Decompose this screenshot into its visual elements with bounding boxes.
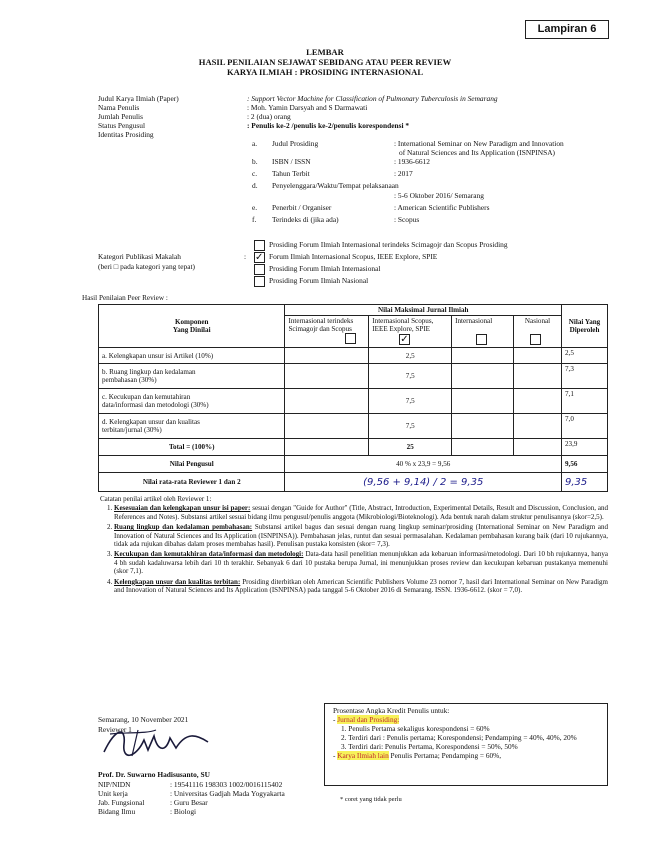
header-line1: LEMBAR [306, 47, 344, 57]
col-header-label: Internasional terindeks Scimagojr dan Scopus [288, 317, 354, 333]
table-row [99, 414, 608, 439]
jurnal-label: Jurnal dan Prosiding: [337, 715, 400, 724]
identity-block [98, 94, 618, 139]
komponen-cell: c. Kecukupan dan kemutahiran data/informasi dan metodologi (30%) [99, 389, 285, 414]
pengusul-label: Nilai Pengusul [99, 456, 285, 473]
note-head: Kesesuaian dan kelengkapan unsur isi paper: [114, 504, 251, 513]
note-item [114, 523, 608, 548]
checkbox[interactable] [254, 276, 265, 287]
col-header-label: Internasional [455, 317, 493, 325]
field-label: Unit kerja [98, 789, 128, 798]
total-row [99, 439, 608, 456]
kategori-hint: (beri □ pada kategori yang tepat) [98, 262, 196, 271]
field-value: : Universitas Gadjah Mada Yogyakarta [170, 789, 285, 798]
prosiding-key: e. [252, 203, 258, 212]
reviewer-name: Prof. Dr. Suwarno Hadisusanto, SU [98, 770, 210, 779]
kategori-label: Kategori Publikasi Makalah [98, 252, 181, 261]
prosiding-value: : International Seminar on New Paradigm and Innovation [394, 139, 564, 148]
prosiding-key: a. [252, 139, 258, 148]
prosiding-key: d. [252, 181, 258, 190]
field-value: : 19541116 198303 1002/0016115402 [170, 780, 283, 789]
rata-nilai: 9,35 [562, 473, 608, 492]
checkbox-checked[interactable]: ✓ [255, 252, 264, 263]
maks-cell: 7,5 [369, 364, 452, 389]
identity-value: : 2 (dua) orang [247, 112, 291, 121]
pengusul-nilai: 9,56 [562, 456, 608, 473]
kategori-option[interactable] [254, 252, 624, 263]
komponen-cell: d. Kelengkapan unsur dan kualitas terbitan/jurnal (30%) [99, 414, 285, 439]
col-header [514, 316, 562, 348]
prosiding-label: Tahun Terbit [272, 169, 310, 178]
identity-value: : Penulis ke-2 /penulis ke-2/penulis korespondensi * [247, 121, 410, 130]
identity-label: Judul Karya Ilmiah (Paper) [98, 94, 179, 103]
komponen-header: Komponen Yang Dinilai [99, 305, 285, 348]
kategori-option[interactable] [254, 264, 624, 275]
note-item [114, 550, 608, 575]
note-head: Kecukupan dan kemutakhiran data/informasi dan metodologi: [114, 550, 304, 559]
lampiran-badge: Lampiran 6 [525, 20, 609, 39]
maks-cell: 2,5 [369, 348, 452, 364]
identity-label: Nama Penulis [98, 103, 140, 112]
col-header-label: Nasional [524, 317, 551, 325]
checkbox[interactable] [345, 333, 356, 344]
field-value: : Biologi [170, 807, 197, 816]
field-label: Jab. Fungsional [98, 798, 145, 807]
col-header-label: Internasional Scopus, IEEE Explore, SPIE [372, 317, 434, 333]
sign-place-date: Semarang, 10 November 2021 [98, 715, 189, 724]
prosentase-item: 1. Penulis Pertama sekaligus korespondensi = 60% [341, 724, 490, 733]
identity-value: : Moh. Yamin Darsyah and S Darmawati [247, 103, 368, 112]
table-row [99, 348, 608, 364]
prosentase-content: Prosentase Angka Kredit Penulis untuk: - Jurnal dan Prosiding: 1. Penulis Pertama sekaligus korespondensi = 60% 2. Terdiri dari : Penulis pertama; Korespondensi; Pendamping = 40%, 40%, 20% 3. Terdiri dari: Penulis Pertama, Korespondensi = 50%, 50% - Karya Ilmiah lain Penulis Pertama; Pendamping = 60%, [333, 706, 603, 760]
field-label: Bidang Ilmu [98, 807, 136, 816]
kategori-option[interactable] [254, 240, 624, 251]
prosiding-label: Penerbit / Organiser [272, 203, 332, 212]
nilai-maks-header: Nilai Maksimal Jurnal Ilmiah [285, 305, 562, 316]
checkbox[interactable] [530, 334, 541, 345]
kategori-option-label: Prosiding Forum Ilmiah Internasional terindeks Scimagojr dan Scopus Prosiding [269, 240, 508, 250]
sign-role: Reviewer 1 [98, 725, 132, 734]
prosiding-label: ISBN / ISSN [272, 157, 311, 166]
header-line3: KARYA ILMIAH : PROSIDING INTERNASIONAL [226, 67, 424, 77]
field-label: NIP/NIDN [98, 780, 131, 789]
checkbox[interactable] [254, 240, 265, 251]
identity-value: : Support Vector Machine for Classification of Pulmonary Tuberculosis in Semarang [247, 94, 498, 103]
kategori-option-label: Prosiding Forum Ilmiah Internasional [269, 264, 381, 274]
komponen-cell: b. Ruang lingkup dan kedalaman pembahasan (30%) [99, 364, 285, 389]
note-head: Kelengkapan unsur dan kualitas terbitan: [114, 577, 241, 586]
reviewer-notes [100, 495, 608, 596]
nilai-cell: 7,0 [562, 414, 608, 439]
note-head: Ruang lingkup dan kedalaman pembahasan: [114, 523, 253, 532]
prosentase-title: Prosentase Angka Kredit Penulis untuk: [333, 706, 450, 715]
total-label: Total = (100%) [99, 439, 285, 456]
signature-image [96, 722, 216, 762]
pengusul-row [99, 456, 608, 473]
kategori-option-label: Prosiding Forum Ilmiah Nasional [269, 276, 369, 286]
prosiding-key: c. [252, 169, 258, 178]
prosiding-value-cont: of Natural Sciences and Its Application (ISNPINSA) [399, 148, 555, 157]
note-body: sesuai dengan "Guide for Author" (Title, Abstract, Introduction, Experimental Details, Result and Discussion, Conclusion, and References and Notes). Substansi artikel sesuai bidang ilmu pengusul/penulis anggota (Mikrobiologi/Bioteknologi). Ada bentuk narah dalam struktur penulisannya (skor=2,5). [114, 504, 608, 521]
maks-cell: 7,5 [369, 414, 452, 439]
prosiding-label: Terindeks di (jika ada) [272, 215, 339, 224]
table-row [99, 364, 608, 389]
prosiding-key: f. [252, 215, 257, 224]
identity-label: Identitas Prosiding [98, 130, 154, 139]
field-value: : Guru Besar [170, 798, 208, 807]
checkbox[interactable] [476, 334, 487, 345]
rata-calc: (9,56 + 9,14) / 2 = 9,35 [285, 473, 562, 492]
karya-text: Penulis Pertama; Pendamping = 60%, [388, 751, 502, 760]
reviewer-fields [98, 780, 338, 816]
table-header-row [99, 305, 608, 316]
checkbox[interactable] [254, 264, 265, 275]
nilai-cell: 2,5 [562, 348, 608, 364]
note-body: Data-data hasil penelitian menunjukkan ada kebaruan informasi/metodologi. Dari 10 bh rujukannya, hanya 4 bh sudah kadaluwarsa lebih dari 10 th terakhir. Sebanyak 6 dari 10 pustaka berupa Jurnal, ini menunjukkan proses review dan kecukupan kebaruan pustakanya memenuhi (skor 7,1). [114, 550, 609, 576]
karya-label: Karya Ilmiah lain [337, 751, 389, 760]
prosiding-key: b. [252, 157, 258, 166]
total-maks: 25 [369, 439, 452, 456]
komponen-cell: a. Kelengkapan unsur isi Artikel (10%) [99, 348, 285, 364]
prosiding-value: : 5-6 Oktober 2016/ Semarang [394, 191, 484, 200]
notes-title: Catatan penilai artikel oleh Reviewer 1: [100, 495, 212, 503]
table-row [99, 389, 608, 414]
prosiding-value: : 1936-6612 [394, 157, 430, 166]
nilai-cell: 7,3 [562, 364, 608, 389]
identity-label: Jumlah Penulis [98, 112, 143, 121]
col-header [369, 316, 452, 348]
kategori-option-label: Forum Ilmiah Internasional Scopus, IEEE Explore, SPIE [269, 252, 438, 262]
rata-label: Nilai rata-rata Reviewer 1 dan 2 [99, 473, 285, 492]
prosiding-value: : American Scientific Publishers [394, 203, 490, 212]
footnote: * coret yang tidak perlu [340, 796, 402, 803]
prosiding-value: : 2017 [394, 169, 413, 178]
note-body: Prosiding diterbitkan oleh American Scientific Publishers Volume 23 nomor 7, hasil dari International Seminar on New Paradigm and Innovation of Natural Sciences and Its Application (ISNPINSA) pada tanggal 5-6 Oktober 2016 di Semarang. ISSN. 1936-6612. (skor = 7,0). [114, 577, 608, 595]
maks-cell: 7,5 [369, 389, 452, 414]
checkbox-checked[interactable]: ✓ [400, 334, 409, 345]
note-item [114, 504, 608, 521]
header-line2: HASIL PENILAIAN SEJAWAT SEBIDANG ATAU PEER REVIEW [198, 57, 452, 67]
kategori-option[interactable] [254, 276, 624, 287]
review-table [98, 304, 608, 492]
prosentase-item: 2. Terdiri dari : Penulis pertama; Korespondensi; Pendamping = 40%, 40%, 20% [341, 733, 577, 742]
table-caption: Hasil Penilaian Peer Review : [82, 294, 168, 302]
kategori-options [254, 240, 624, 287]
col-header [452, 316, 514, 348]
nilai-cell: 7,1 [562, 389, 608, 414]
col-header [285, 316, 369, 348]
prosentase-item: 3. Terdiri dari: Penulis Pertama, Korespondensi = 50%, 50% [341, 742, 518, 751]
prosiding-value: : Scopus [394, 215, 420, 224]
pengusul-calc: 40 % x 23,9 = 9,56 [285, 456, 562, 473]
nilai-diperoleh-header: Nilai Yang Diperoleh [562, 305, 608, 348]
note-item [114, 578, 608, 595]
prosiding-label: Judul Prosiding [272, 139, 319, 148]
identity-label: Status Pengusul [98, 121, 146, 130]
rata-row [99, 473, 608, 492]
total-nilai: 23,9 [562, 439, 608, 456]
prosiding-label: Penyelenggara/Waktu/Tempat pelaksanaan [272, 181, 399, 190]
prosiding-block [252, 139, 622, 224]
kategori-colon: : [244, 252, 247, 261]
note-body: Substansi artikel bagus dan sesuai dengan ruang lingkup seminar/prosiding (International Seminar on New Paradigm and Innovation of Natural Sciences and Its Application (ISNPINSA)). Pembahasan jelas, runtut dan sesuai permasalahan. Kedalaman pembahasan kurang baik (dari 10 rujukannya, tidak ada rujukan dibahas dalam proses membahas hasil). Penulisan pustaka konsisten (skor= 7,3). [114, 523, 608, 549]
